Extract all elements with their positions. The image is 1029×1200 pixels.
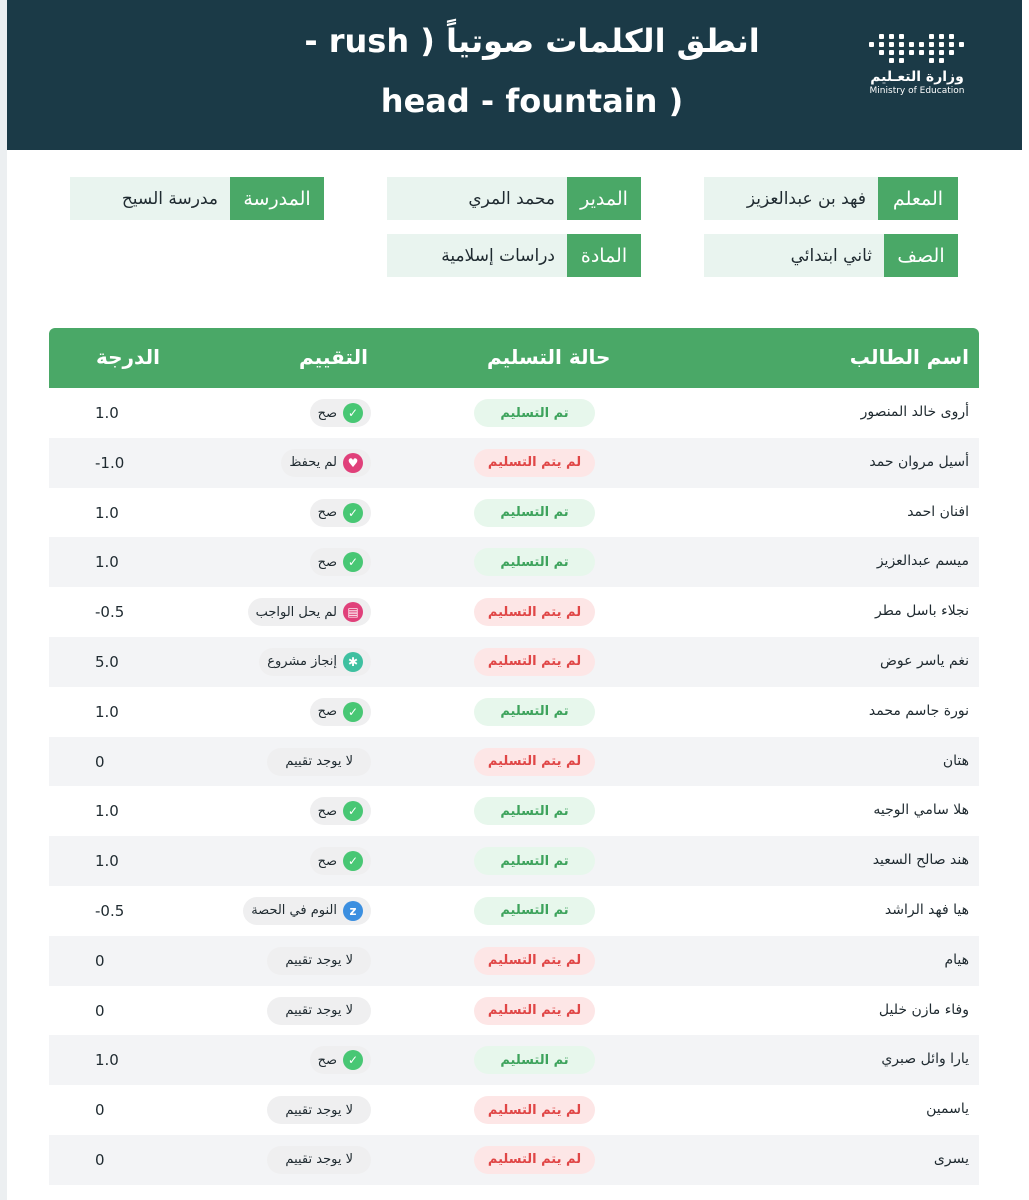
- grade-value: 0: [95, 752, 105, 771]
- check-icon: ✓: [343, 403, 363, 423]
- delivery-status-badge: تم التسليم: [474, 499, 595, 527]
- table-row: [49, 438, 979, 488]
- table-header: [49, 328, 979, 388]
- student-name: ميسم عبدالعزيز: [876, 553, 969, 570]
- table-row: [49, 936, 979, 986]
- grade-value: ثاني ابتدائي: [704, 234, 884, 277]
- evaluation-label: صح: [317, 1052, 337, 1068]
- page-title-line1: انطق الكلمات صوتياً ( rush -: [304, 22, 760, 60]
- table-row: [49, 637, 979, 687]
- evaluation-label: النوم في الحصة: [251, 903, 337, 919]
- grade-value: 0: [95, 951, 105, 970]
- student-name: هلا سامي الوجيه: [873, 802, 969, 819]
- evaluation-badge: [267, 1096, 371, 1124]
- teacher-value: فهد بن عبدالعزيز: [704, 177, 878, 220]
- gear-icon: ✱: [343, 652, 363, 672]
- table-row: [49, 1135, 979, 1185]
- student-name: ياسمين: [926, 1101, 969, 1118]
- evaluation-label: لا يوجد تقييم: [285, 1152, 353, 1168]
- grade-value: 1.0: [95, 852, 119, 871]
- table-row: [49, 1035, 979, 1085]
- delivery-status-badge: تم التسليم: [474, 897, 595, 925]
- check-icon: ✓: [343, 552, 363, 572]
- evaluation-label: لا يوجد تقييم: [285, 1102, 353, 1118]
- ministry-logo: [862, 34, 972, 114]
- table-row: [49, 786, 979, 836]
- student-name: هيام: [944, 951, 969, 968]
- evaluation-badge: [281, 449, 371, 477]
- table-row: [49, 836, 979, 886]
- grade-value: 1.0: [95, 1051, 119, 1070]
- evaluation-label: صح: [317, 853, 337, 869]
- evaluation-label: لا يوجد تقييم: [285, 953, 353, 969]
- delivery-status-badge: تم التسليم: [474, 548, 595, 576]
- subject-card: [387, 234, 641, 277]
- subject-label: المادة: [567, 234, 641, 277]
- principal-label: المدير: [567, 177, 641, 220]
- logo-dots-icon: [862, 34, 972, 63]
- col-status-header: حالة التسليم: [487, 345, 611, 369]
- check-icon: ✓: [343, 851, 363, 871]
- evaluation-badge: [310, 698, 371, 726]
- delivery-status-badge: تم التسليم: [474, 847, 595, 875]
- check-icon: ✓: [343, 801, 363, 821]
- evaluation-badge: [267, 997, 371, 1025]
- student-name: هتان: [942, 752, 969, 769]
- grade-label: الصف: [884, 234, 958, 277]
- header-banner: [7, 0, 1022, 150]
- student-name: افنان احمد: [907, 503, 969, 520]
- student-name: نورة جاسم محمد: [868, 702, 969, 719]
- logo-english-text: Ministry of Education: [869, 86, 965, 96]
- table-row: [49, 737, 979, 787]
- page-edge: [0, 0, 7, 1200]
- evaluation-label: لا يوجد تقييم: [285, 754, 353, 770]
- evaluation-label: إنجاز مشروع: [267, 654, 337, 670]
- grade-value: 5.0: [95, 652, 119, 671]
- grade-value: 1.0: [95, 802, 119, 821]
- grade-value: 1.0: [95, 553, 119, 572]
- table-row: [49, 388, 979, 438]
- table-row: [49, 537, 979, 587]
- evaluation-badge: [267, 1146, 371, 1174]
- delivery-status-badge: تم التسليم: [474, 797, 595, 825]
- evaluation-badge: [310, 797, 371, 825]
- grade-value: 1.0-: [95, 453, 125, 472]
- logo-arabic-text: وزارة التعـليم: [870, 69, 964, 85]
- delivery-status-badge: تم التسليم: [474, 399, 595, 427]
- school-label: المدرسة: [230, 177, 324, 220]
- delivery-status-badge: لم يتم التسليم: [474, 1146, 595, 1174]
- subject-value: دراسات إسلامية: [387, 234, 567, 277]
- delivery-status-badge: تم التسليم: [474, 1046, 595, 1074]
- table-row: [49, 687, 979, 737]
- grade-value: 1.0: [95, 702, 119, 721]
- evaluation-badge: [310, 548, 371, 576]
- principal-card: [387, 177, 641, 220]
- student-name: يارا وائل صبري: [881, 1051, 969, 1068]
- student-name: نغم ياسر عوض: [880, 652, 969, 669]
- check-icon: ✓: [343, 702, 363, 722]
- evaluation-badge: [243, 897, 371, 925]
- evaluation-label: لم يحفظ: [289, 455, 337, 471]
- school-card: [70, 177, 324, 220]
- evaluation-badge: [267, 947, 371, 975]
- student-name: هيا فهد الراشد: [884, 901, 969, 918]
- teacher-label: المعلم: [878, 177, 958, 220]
- delivery-status-badge: لم يتم التسليم: [474, 598, 595, 626]
- student-name: أروى خالد المنصور: [860, 404, 969, 420]
- table-row: [49, 886, 979, 936]
- grade-value: 0.5-: [95, 603, 125, 622]
- sleep-icon: z: [343, 901, 363, 921]
- brain-icon: ♥: [343, 453, 363, 473]
- evaluation-badge: [310, 499, 371, 527]
- evaluation-label: صح: [317, 803, 337, 819]
- grade-value: 1.0: [95, 404, 119, 422]
- evaluation-badge: [248, 598, 371, 626]
- evaluation-label: لا يوجد تقييم: [285, 1003, 353, 1019]
- grade-value: 0: [95, 1101, 105, 1120]
- delivery-status-badge: لم يتم التسليم: [474, 648, 595, 676]
- principal-value: محمد المري: [387, 177, 567, 220]
- delivery-status-badge: لم يتم التسليم: [474, 748, 595, 776]
- table-row: [49, 587, 979, 637]
- delivery-status-badge: تم التسليم: [474, 698, 595, 726]
- grade-value: 0: [95, 1150, 105, 1169]
- student-name: نجلاء باسل مطر: [875, 603, 969, 620]
- student-name: هند صالح السعيد: [872, 852, 969, 869]
- evaluation-badge: [267, 748, 371, 776]
- col-name-header: اسم الطالب: [849, 345, 969, 369]
- table-row: [49, 1085, 979, 1135]
- evaluation-badge: [259, 648, 371, 676]
- check-icon: ✓: [343, 1050, 363, 1070]
- school-value: مدرسة السيح: [70, 177, 230, 220]
- evaluation-label: صح: [317, 704, 337, 720]
- delivery-status-badge: لم يتم التسليم: [474, 997, 595, 1025]
- student-name: يسرى: [933, 1150, 969, 1167]
- table-row: [49, 488, 979, 538]
- evaluation-label: صح: [317, 554, 337, 570]
- student-name: وفاء مازن خليل: [878, 1001, 969, 1018]
- delivery-status-badge: لم يتم التسليم: [474, 947, 595, 975]
- students-table-body: [49, 388, 979, 1185]
- delivery-status-badge: لم يتم التسليم: [474, 1096, 595, 1124]
- teacher-card: [704, 177, 958, 220]
- evaluation-label: صح: [317, 505, 337, 521]
- delivery-status-badge: لم يتم التسليم: [474, 449, 595, 477]
- page-title-line2: ( head - fountain: [380, 82, 684, 120]
- grade-value: 1.0: [95, 503, 119, 522]
- table-row: [49, 986, 979, 1036]
- col-eval-header: التقييم: [299, 345, 368, 369]
- grade-card: [704, 234, 958, 277]
- evaluation-badge: [310, 847, 371, 875]
- grade-value: 0.5-: [95, 901, 125, 920]
- evaluation-label: لم يحل الواجب: [255, 604, 337, 620]
- evaluation-badge: [310, 1046, 371, 1074]
- book-icon: ▤: [343, 602, 363, 622]
- check-icon: ✓: [343, 503, 363, 523]
- evaluation-label: صح: [317, 405, 337, 421]
- report-page: [7, 0, 1022, 1200]
- evaluation-badge: [310, 399, 371, 427]
- student-name: أسيل مروان حمد: [869, 453, 969, 470]
- grade-value: 0: [95, 1001, 105, 1020]
- col-grade-header: الدرجة: [96, 345, 160, 369]
